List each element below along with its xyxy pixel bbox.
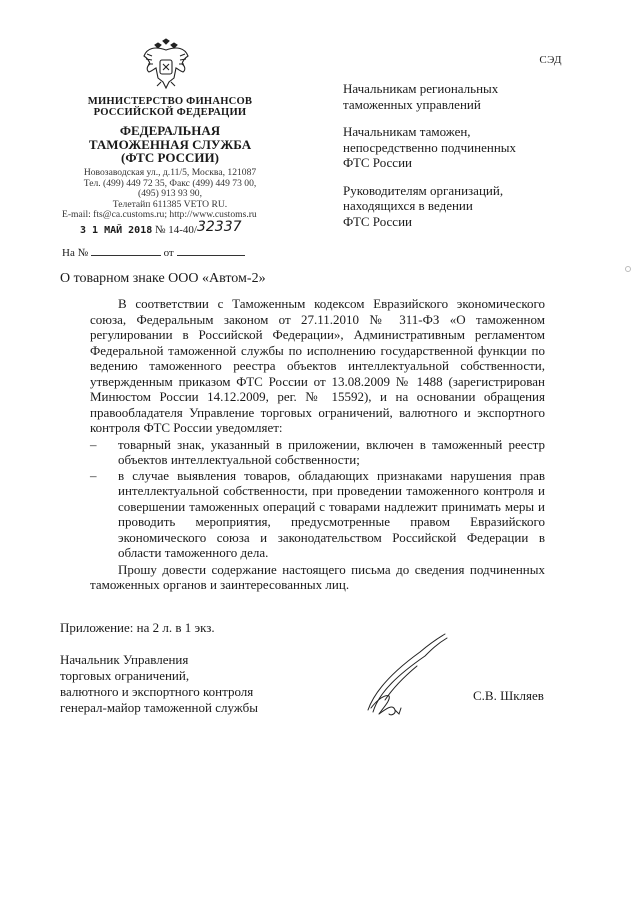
recipient-line: находящихся в ведении xyxy=(343,198,473,213)
ministry-line: МИНИСТЕРСТВО ФИНАНСОВ xyxy=(87,96,253,107)
letter-body xyxy=(90,296,545,593)
contact-line: Телетайп 611385 VETO RU. xyxy=(112,198,228,210)
agency-line: ФЕДЕРАЛЬНАЯ xyxy=(119,123,221,138)
list-item-text: товарный знак, указанный в приложении, включен в таможенный реестр объектов интеллектуальной собственности; xyxy=(118,436,545,467)
signer-name: С.В. Шкляев xyxy=(473,688,544,703)
dash-bullet-icon: – xyxy=(90,436,97,452)
recipient-group xyxy=(343,183,583,230)
registration-number-prefix: № 14-40/ xyxy=(155,224,197,236)
recipient-group xyxy=(343,81,583,112)
signer-title xyxy=(60,652,258,716)
handwritten-signature xyxy=(365,630,450,720)
signer-title-line: валютного и экспортного контроля xyxy=(60,684,254,699)
registration-number-handwritten: 32337 xyxy=(196,219,242,235)
registration-line xyxy=(80,221,242,237)
agency-name xyxy=(75,124,265,165)
agency-contacts xyxy=(60,168,280,221)
scan-hole-mark xyxy=(625,266,631,272)
list-item xyxy=(90,468,545,561)
reference-number-blank xyxy=(91,246,161,256)
recipients-block xyxy=(343,81,583,241)
notice-list xyxy=(90,437,545,561)
coat-of-arms-emblem xyxy=(141,38,191,92)
reference-date-label: от xyxy=(163,247,174,259)
recipient-group xyxy=(343,124,583,171)
agency-line: ТАМОЖЕННАЯ СЛУЖБА xyxy=(88,136,252,152)
intro-paragraph: В соответствии с Таможенным кодексом Евразийского экономического союза, Федеральным законом от 27.11.2010 № 311-ФЗ «О таможенном регулировании в Российской Федерации», Административным регламентом Федеральной таможенной службы по исполнению государственной функции по ведению таможенного реестра объектов интеллектуальной собственности, утвержденным приказом ФТС России от 13.08.2009 № 1488 (зарегистрирован Минюстом России 14.12.2009, рег. № 15592), и на основании обращения правообладателя Управление торговых ограничений, валютного и экспортного контроля ФТС России уведомляет: xyxy=(90,296,545,435)
letter-subject: О товарном знаке ООО «Автом-2» xyxy=(60,271,266,286)
list-item-text: в случае выявления товаров, обладающих признаками нарушения прав интеллектуальной собственности, при проведении таможенного контроля и совершении таможенных операций с товарами надлежит принимать меры и проводить мероприятия, предусмотренные правом Евразийского экономического союза и законодательством Российской Федерации в области таможенного дела. xyxy=(118,467,545,560)
reference-date-blank xyxy=(177,246,245,256)
reference-number-label: На № xyxy=(62,247,89,259)
recipient-line: таможенных управлений xyxy=(343,96,481,112)
registration-date-stamp: 3 1 МАЙ 2018 xyxy=(80,225,153,236)
contact-line: E-mail: fts@ca.customs.ru; http://www.customs.ru xyxy=(62,209,257,220)
ministry-name xyxy=(75,96,265,118)
list-item xyxy=(90,437,545,468)
recipient-line: непосредственно подчиненных xyxy=(343,139,517,155)
recipient-line: ФТС России xyxy=(343,213,412,229)
document-mark: СЭД xyxy=(539,54,562,66)
attachment-note: Приложение: на 2 л. в 1 экз. xyxy=(60,620,215,635)
contact-line: Новозаводская ул., д.11/5, Москва, 121087 xyxy=(83,167,257,178)
signer-title-line: генерал-майор таможенной службы xyxy=(60,700,258,715)
reference-line xyxy=(62,246,245,259)
dash-bullet-icon: – xyxy=(90,467,97,483)
contact-line: (495) 913 93 90, xyxy=(138,188,202,199)
contact-line: Тел. (499) 449 72 35, Факс (499) 449 73 00, xyxy=(83,177,257,189)
recipient-line: ФТС России xyxy=(343,155,412,170)
recipient-line: Начальникам региональных xyxy=(343,81,499,96)
agency-line: (ФТС РОССИИ) xyxy=(121,150,219,165)
signer-title-line: Начальник Управления xyxy=(60,652,189,667)
ministry-line: РОССИЙСКОЙ ФЕДЕРАЦИИ xyxy=(93,107,247,118)
recipient-line: Начальникам таможен, xyxy=(343,124,471,139)
signer-title-line: торговых ограничений, xyxy=(60,668,190,683)
request-paragraph: Прошу довести содержание настоящего письма до сведения подчиненных таможенных органов и заинтересованных лиц. xyxy=(90,561,545,592)
recipient-line: Руководителям организаций, xyxy=(343,182,504,198)
